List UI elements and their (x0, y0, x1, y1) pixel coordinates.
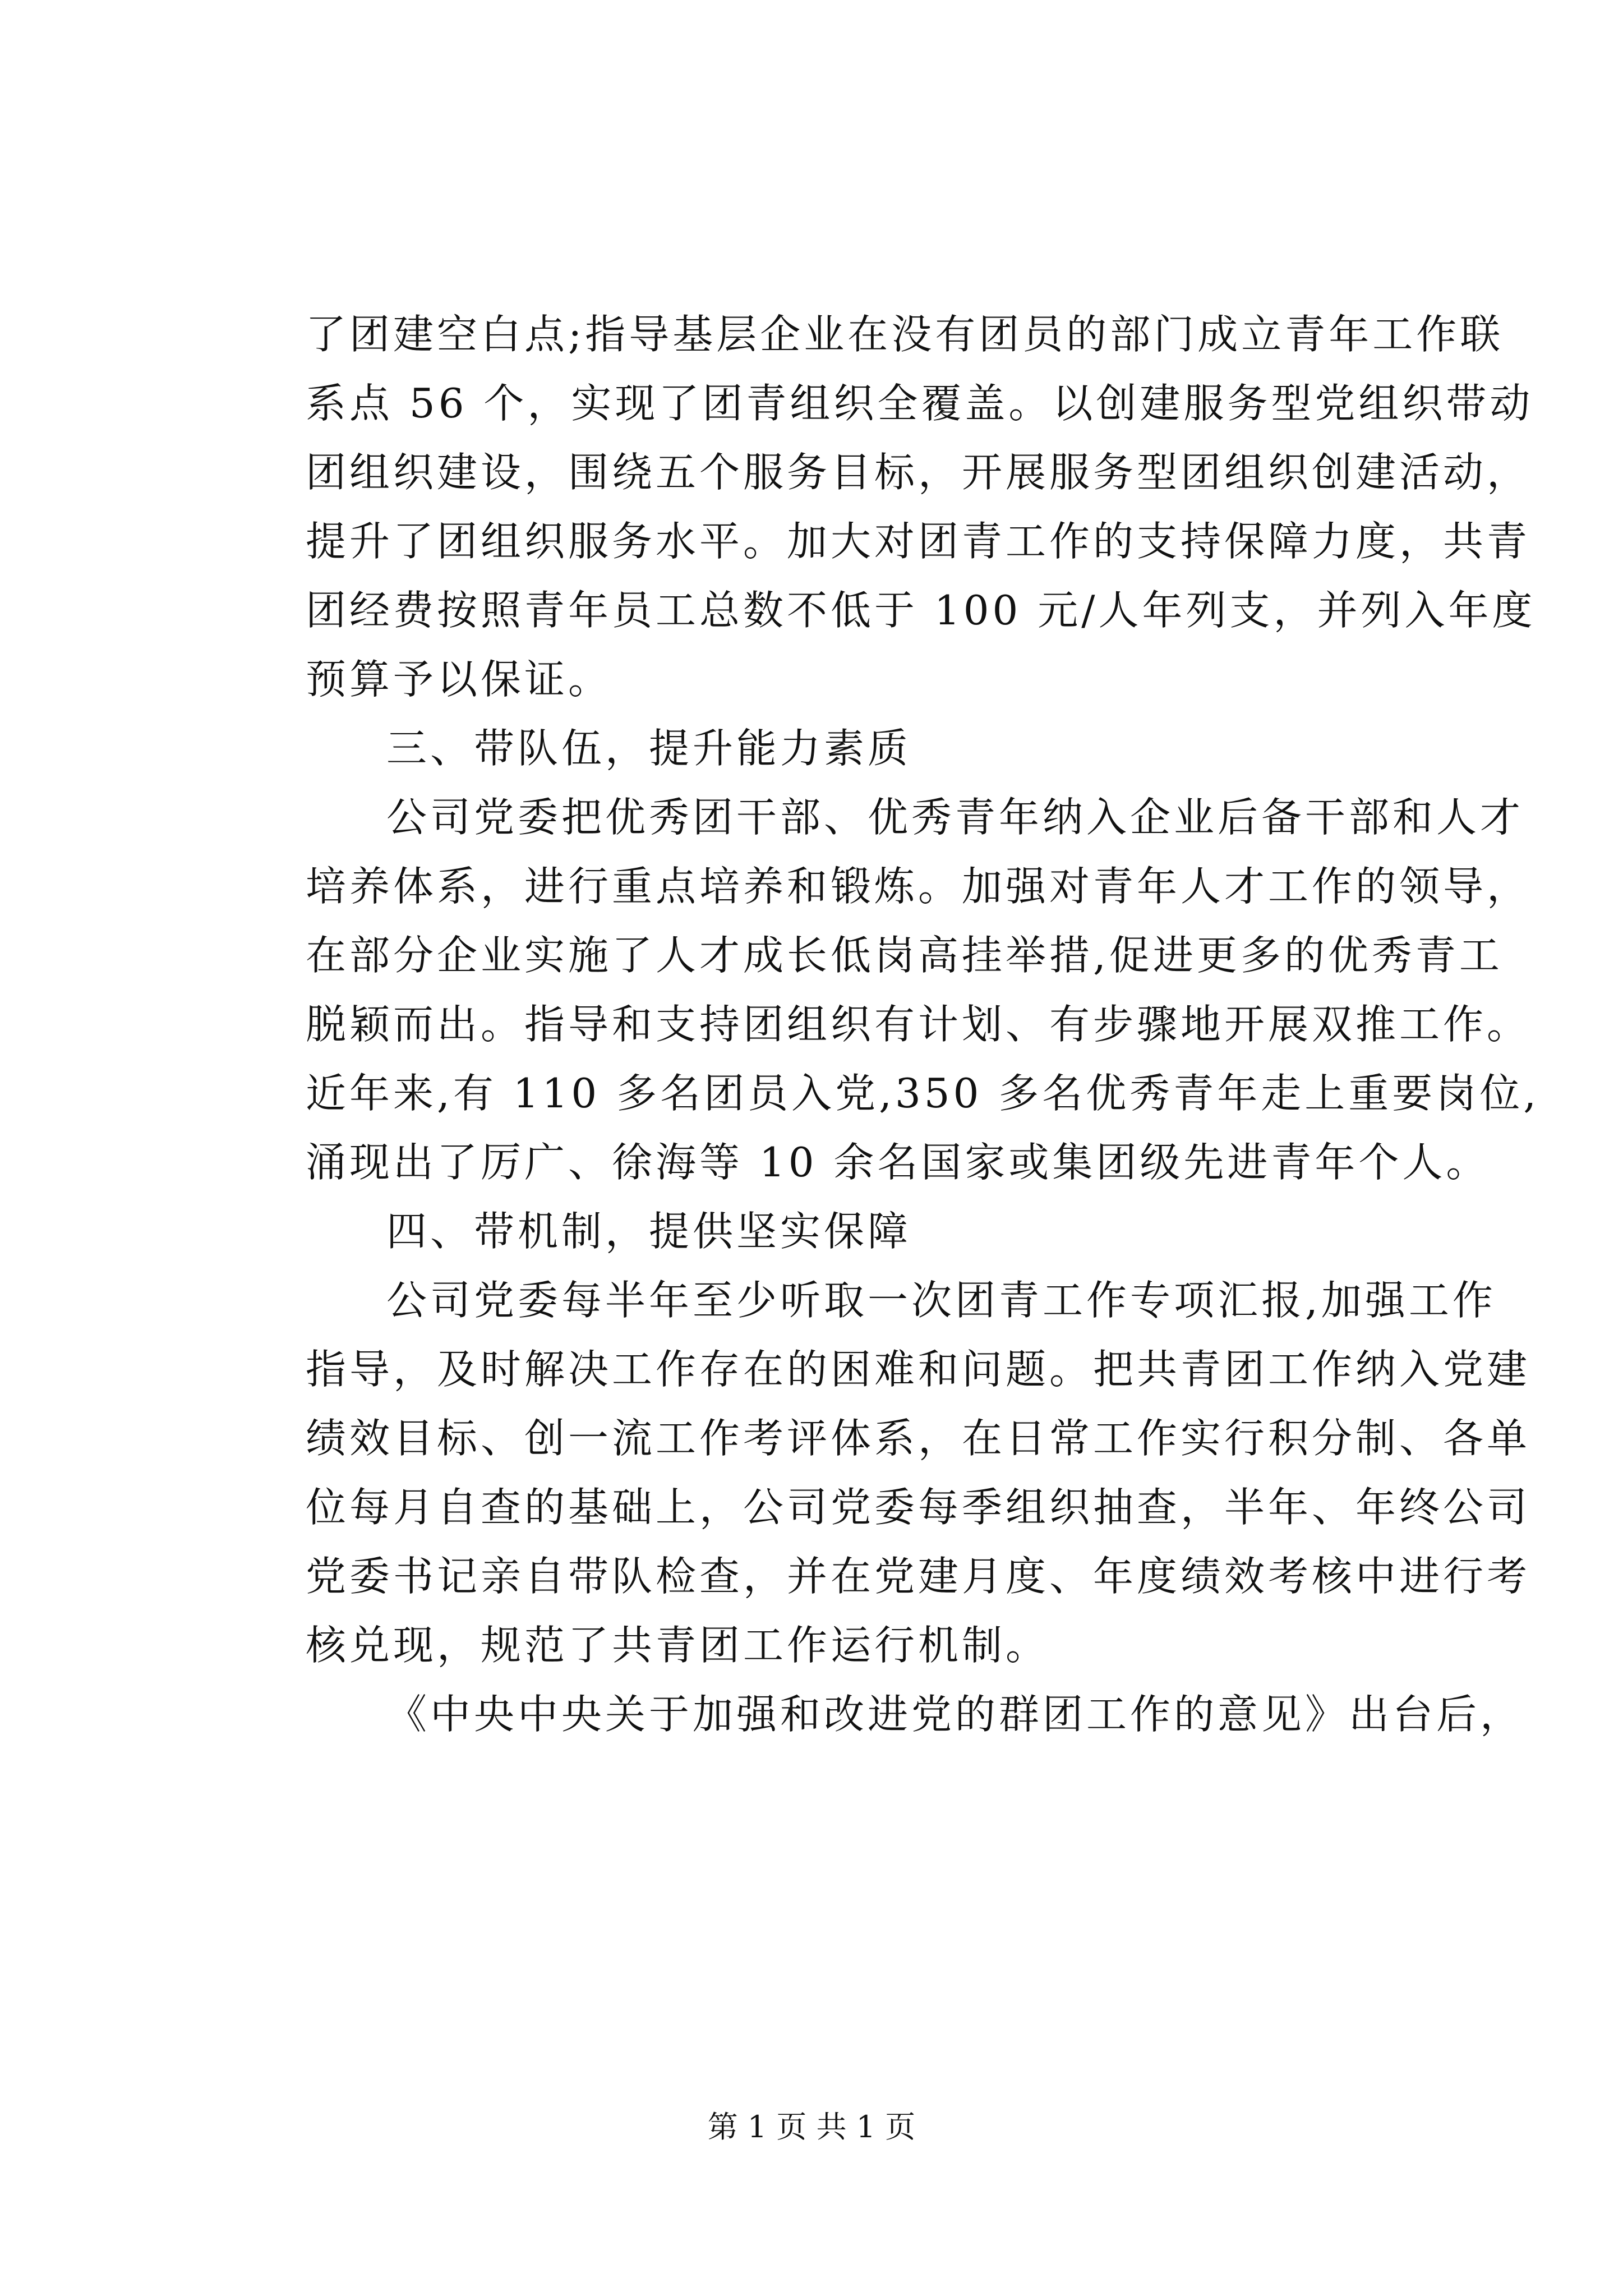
body-line: 指导，及时解决工作存在的困难和问题。把共青团工作纳入党建 (306, 1346, 1531, 1393)
body-line: 公司党委每半年至少听取一次团青工作专项汇报,加强工作 (386, 1277, 1496, 1324)
body-line: 核兑现，规范了共青团工作运行机制。 (306, 1622, 1050, 1669)
body-line: 了团建空白点;指导基层企业在没有团员的部门成立青年工作联 (306, 311, 1504, 358)
body-line: 近年来,有 110 多名团员入党,350 多名优秀青年走上重要岗位, (306, 1070, 1540, 1117)
body-line: 培养体系，进行重点培养和锻炼。加强对青年人才工作的领导， (306, 863, 1531, 910)
body-line: 脱颖而出。指导和支持团组织有计划、有步骤地开展双推工作。 (306, 1001, 1531, 1048)
section-heading: 四、带机制，提供坚实保障 (386, 1208, 912, 1255)
body-line: 系点 56 个，实现了团青组织全覆盖。以创建服务型党组织带动 (306, 380, 1534, 427)
body-line: 《中央中央关于加强和改进党的群团工作的意见》出台后， (386, 1691, 1524, 1738)
page-footer: 第 1 页 共 1 页 (707, 2109, 916, 2145)
body-line: 党委书记亲自带队检查，并在党建月度、年度绩效考核中进行考 (306, 1553, 1531, 1600)
body-line: 公司党委把优秀团干部、优秀青年纳入企业后备干部和人才 (386, 794, 1524, 841)
body-line: 提升了团组织服务水平。加大对团青工作的支持保障力度，共青 (306, 518, 1531, 565)
body-line: 在部分企业实施了人才成长低岗高挂举措,促进更多的优秀青工 (306, 932, 1503, 979)
body-line: 团经费按照青年员工总数不低于 100 元/人年列支，并列入年度 (306, 587, 1536, 634)
body-line: 预算予以保证。 (306, 656, 612, 703)
section-heading: 三、带队伍，提升能力素质 (386, 725, 912, 772)
body-line: 涌现出了厉广、徐海等 10 余名国家或集团级先进青年个人。 (306, 1139, 1490, 1186)
body-line: 绩效目标、创一流工作考评体系，在日常工作实行积分制、各单 (306, 1415, 1531, 1462)
body-line: 团组织建设，围绕五个服务目标，开展服务型团组织创建活动， (306, 449, 1531, 496)
document-body (306, 300, 1540, 1749)
body-line: 位每月自查的基础上，公司党委每季组织抽查，半年、年终公司 (306, 1484, 1531, 1531)
